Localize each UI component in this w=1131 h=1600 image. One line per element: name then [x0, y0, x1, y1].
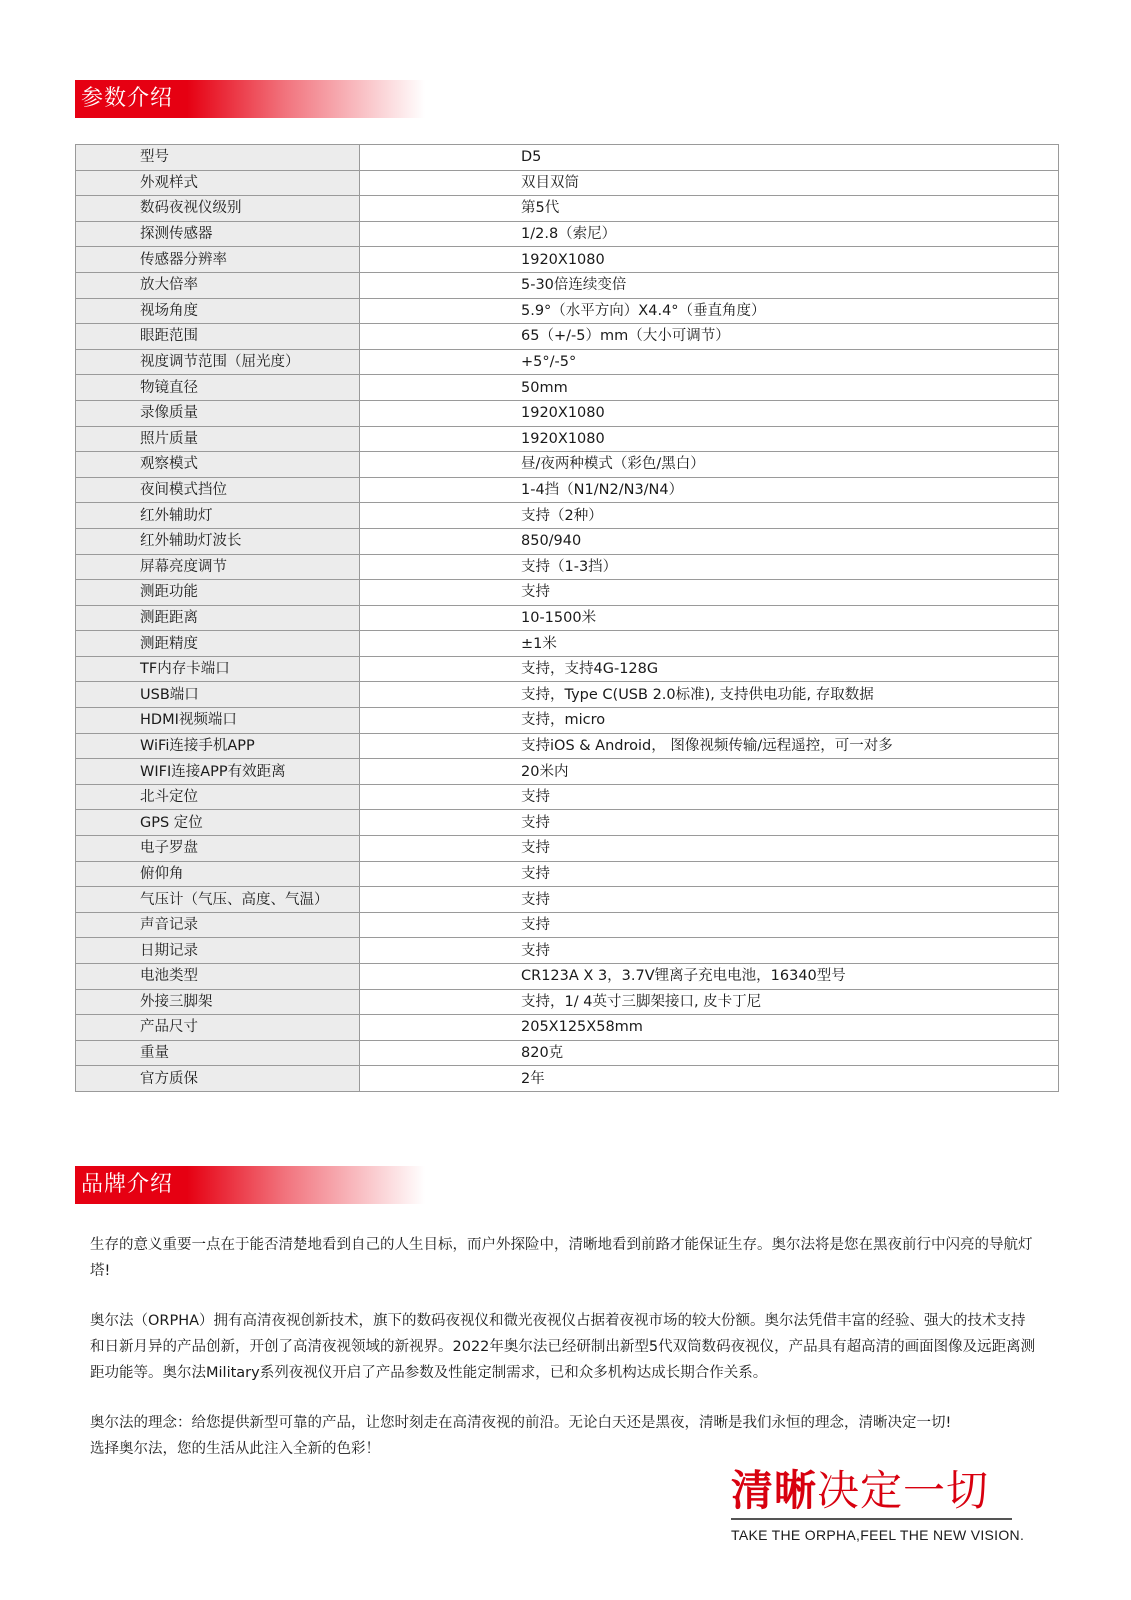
spec-label: 北斗定位 — [76, 784, 360, 810]
spec-value: 支持，支持4G-128G — [360, 656, 1059, 682]
slogan-light: 决定一切 — [817, 1466, 990, 1515]
slogan-english: TAKE THE ORPHA,FEEL THE NEW VISION. — [731, 1527, 1025, 1543]
spec-label: 外观样式 — [76, 170, 360, 196]
spec-label: 录像质量 — [76, 400, 360, 426]
spec-value: 1-4挡（N1/N2/N3/N4） — [360, 477, 1059, 503]
spec-row — [76, 989, 1059, 1015]
spec-label: 测距距离 — [76, 605, 360, 631]
spec-label: 产品尺寸 — [76, 1015, 360, 1041]
spec-row — [76, 733, 1059, 759]
spec-value: 支持 — [360, 861, 1059, 887]
spec-label: 型号 — [76, 145, 360, 171]
slogan-divider — [731, 1518, 1012, 1520]
spec-row — [76, 784, 1059, 810]
spec-row — [76, 170, 1059, 196]
spec-label: 重量 — [76, 1040, 360, 1066]
spec-row — [76, 912, 1059, 938]
params-section-header: 参数介绍 — [75, 80, 425, 118]
spec-row — [76, 836, 1059, 862]
spec-row — [76, 375, 1059, 401]
spec-value: 5-30倍连续变倍 — [360, 272, 1059, 298]
spec-value: 支持 — [360, 810, 1059, 836]
spec-row — [76, 938, 1059, 964]
spec-label: 声音记录 — [76, 912, 360, 938]
slogan-bold: 清晰 — [731, 1466, 818, 1515]
spec-value: 65（+/-5）mm（大小可调节） — [360, 324, 1059, 350]
spec-label: 电子罗盘 — [76, 836, 360, 862]
spec-value: 双目双筒 — [360, 170, 1059, 196]
spec-label: 数码夜视仪级别 — [76, 196, 360, 222]
spec-value: 支持 — [360, 887, 1059, 913]
spec-value: 支持 — [360, 912, 1059, 938]
brand-philosophy-line: 奥尔法的理念：给您提供新型可靠的产品，让您时刻走在高清夜视的前沿。无论白天还是黑夜，清晰是我们永恒的理念，清晰决定一切! — [90, 1415, 952, 1431]
spec-row — [76, 554, 1059, 580]
spec-label: 视度调节范围（屈光度） — [76, 349, 360, 375]
spec-label: 探测传感器 — [76, 221, 360, 247]
spec-label: 日期记录 — [76, 938, 360, 964]
spec-value: D5 — [360, 145, 1059, 171]
spec-value: 205X125X58mm — [360, 1015, 1059, 1041]
spec-row — [76, 349, 1059, 375]
spec-label: 传感器分辨率 — [76, 247, 360, 273]
slogan-chinese — [731, 1466, 989, 1516]
spec-row — [76, 503, 1059, 529]
spec-label: 红外辅助灯波长 — [76, 528, 360, 554]
spec-value: 1920X1080 — [360, 247, 1059, 273]
spec-row — [76, 1015, 1059, 1041]
spec-label: 测距精度 — [76, 631, 360, 657]
spec-value: CR123A X 3，3.7V锂离子充电电池，16340型号 — [360, 964, 1059, 990]
spec-value: 820克 — [360, 1040, 1059, 1066]
spec-label: 屏幕亮度调节 — [76, 554, 360, 580]
spec-label: 眼距范围 — [76, 324, 360, 350]
spec-label: 气压计（气压、高度、气温） — [76, 887, 360, 913]
spec-row — [76, 426, 1059, 452]
spec-row — [76, 759, 1059, 785]
spec-label: TF内存卡端口 — [76, 656, 360, 682]
spec-label: 测距功能 — [76, 580, 360, 606]
spec-value: 支持，micro — [360, 708, 1059, 734]
spec-value: 支持 — [360, 580, 1059, 606]
spec-row — [76, 196, 1059, 222]
spec-label: 夜间模式挡位 — [76, 477, 360, 503]
spec-value: ±1米 — [360, 631, 1059, 657]
brand-intro — [90, 1232, 1040, 1462]
spec-value: 昼/夜两种模式（彩色/黑白） — [360, 452, 1059, 478]
spec-label: 官方质保 — [76, 1066, 360, 1092]
spec-row — [76, 1066, 1059, 1092]
spec-label: 电池类型 — [76, 964, 360, 990]
spec-value: 850/940 — [360, 528, 1059, 554]
spec-value: 支持，1/ 4英寸三脚架接口, 皮卡丁尼 — [360, 989, 1059, 1015]
brand-paragraph-1: 生存的意义重要一点在于能否清楚地看到自己的人生目标，而户外探险中，清晰地看到前路才能保证生存。奥尔法将是您在黑夜前行中闪亮的导航灯塔! — [90, 1237, 1033, 1279]
spec-value: 支持 — [360, 784, 1059, 810]
spec-row — [76, 631, 1059, 657]
spec-label: 视场角度 — [76, 298, 360, 324]
spec-value: 支持 — [360, 938, 1059, 964]
spec-row — [76, 964, 1059, 990]
spec-row — [76, 887, 1059, 913]
spec-label: GPS 定位 — [76, 810, 360, 836]
spec-value: 支持，Type C(USB 2.0标准), 支持供电功能, 存取数据 — [360, 682, 1059, 708]
spec-value: 支持（2种） — [360, 503, 1059, 529]
spec-value: 支持 — [360, 836, 1059, 862]
spec-row — [76, 247, 1059, 273]
spec-value: 1920X1080 — [360, 426, 1059, 452]
spec-value: 支持（1-3挡） — [360, 554, 1059, 580]
spec-row — [76, 477, 1059, 503]
spec-value: 1/2.8（索尼） — [360, 221, 1059, 247]
spec-value: 支持iOS & Android， 图像视频传输/远程遥控，可一对多 — [360, 733, 1059, 759]
spec-label: WIFI连接APP有效距离 — [76, 759, 360, 785]
spec-value: +5°/-5° — [360, 349, 1059, 375]
spec-row — [76, 1040, 1059, 1066]
spec-row — [76, 400, 1059, 426]
spec-row — [76, 452, 1059, 478]
spec-label: HDMI视频端口 — [76, 708, 360, 734]
spec-value: 第5代 — [360, 196, 1059, 222]
spec-row — [76, 528, 1059, 554]
spec-table — [75, 144, 1059, 1092]
spec-value: 20米内 — [360, 759, 1059, 785]
spec-row — [76, 324, 1059, 350]
spec-row — [76, 298, 1059, 324]
spec-row — [76, 656, 1059, 682]
spec-value: 1920X1080 — [360, 400, 1059, 426]
brand-closing-line: 选择奥尔法，您的生活从此注入全新的色彩！ — [90, 1441, 380, 1457]
spec-row — [76, 810, 1059, 836]
brand-paragraph-3 — [90, 1410, 1040, 1462]
spec-label: 照片质量 — [76, 426, 360, 452]
brand-section-header: 品牌介绍 — [75, 1166, 425, 1204]
spec-row — [76, 580, 1059, 606]
spec-label: 俯仰角 — [76, 861, 360, 887]
spec-row — [76, 861, 1059, 887]
spec-row — [76, 682, 1059, 708]
spec-value: 10-1500米 — [360, 605, 1059, 631]
spec-value: 2年 — [360, 1066, 1059, 1092]
spec-label: 红外辅助灯 — [76, 503, 360, 529]
spec-value: 50mm — [360, 375, 1059, 401]
spec-label: WiFi连接手机APP — [76, 733, 360, 759]
spec-label: 观察模式 — [76, 452, 360, 478]
spec-row — [76, 145, 1059, 171]
spec-label: USB端口 — [76, 682, 360, 708]
spec-value: 5.9°（水平方向）X4.4°（垂直角度） — [360, 298, 1059, 324]
spec-row — [76, 708, 1059, 734]
spec-label: 外接三脚架 — [76, 989, 360, 1015]
spec-label: 放大倍率 — [76, 272, 360, 298]
spec-row — [76, 605, 1059, 631]
brand-paragraph-2: 奥尔法（ORPHA）拥有高清夜视创新技术，旗下的数码夜视仪和微光夜视仪占据着夜视市场的较大份额。奥尔法凭借丰富的经验、强大的技术支持和日新月异的产品创新，开创了高清夜视领域的新视界。2022年奥尔法已经研制出新型5代双筒数码夜视仪，产品具有超高清的画面图像及远距离测距功能等。奥尔法Military系列夜视仪开启了产品参数及性能定制需求，已和众多机构达成长期合作关系。 — [90, 1313, 1036, 1381]
spec-label: 物镜直径 — [76, 375, 360, 401]
spec-row — [76, 221, 1059, 247]
spec-row — [76, 272, 1059, 298]
